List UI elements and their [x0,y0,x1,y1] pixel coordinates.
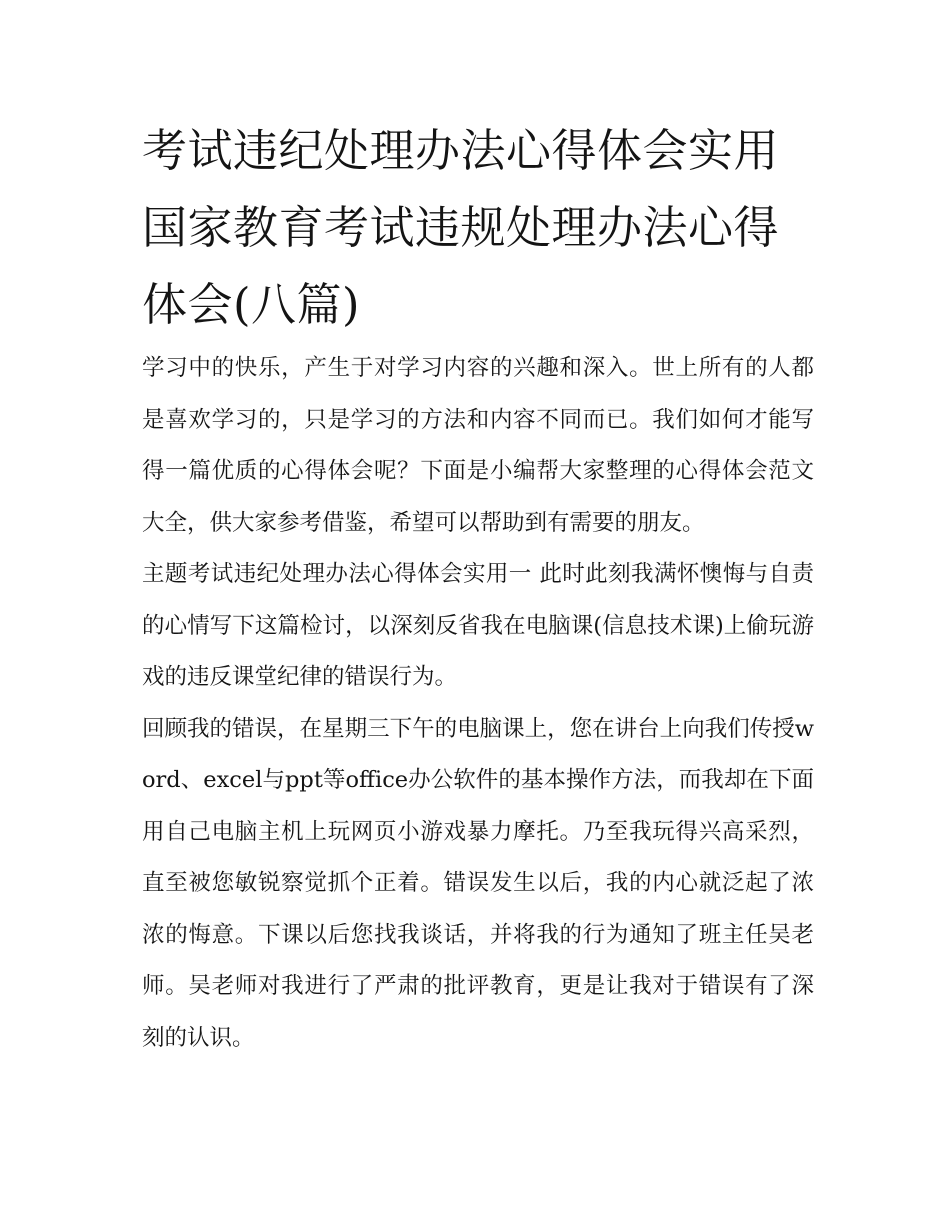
paragraph-topic-one: 主题考试违纪处理办法心得体会实用一 此时此刻我满怀懊悔与自责的心情写下这篇检讨，以深刻反省我在电脑课(信息技术课)上偷玩游戏的违反课堂纪律的错误行为。 [142,561,814,690]
paragraph-review: 回顾我的错误，在星期三下午的电脑课上，您在讲台上向我们传授word、excel与ppt等office办公软件的基本操作方法，而我却在下面用自己电脑主机上玩网页小游戏暴力摩托。乃至我玩得兴高采烈，直至被您敏锐察觉抓个正着。错误发生以后，我的内心就泛起了浓浓的悔意。下课以后您找我谈话，并将我的行为通知了班主任吴老师。吴老师对我进行了严肃的批评教育，更是让我对于错误有了深刻的认识。 [142,715,814,1051]
document-title: 考试违纪处理办法心得体会实用 国家教育考试违规处理办法心得体会(八篇) [142,124,780,331]
document-page [142,112,814,1064]
paragraph-intro: 学习中的快乐，产生于对学习内容的兴趣和深入。世上所有的人都是喜欢学习的，只是学习的方法和内容不同而已。我们如何才能写得一篇优质的心得体会呢？下面是小编帮大家整理的心得体会范文大全，供大家参考借鉴，希望可以帮助到有需要的朋友。 [142,355,814,536]
